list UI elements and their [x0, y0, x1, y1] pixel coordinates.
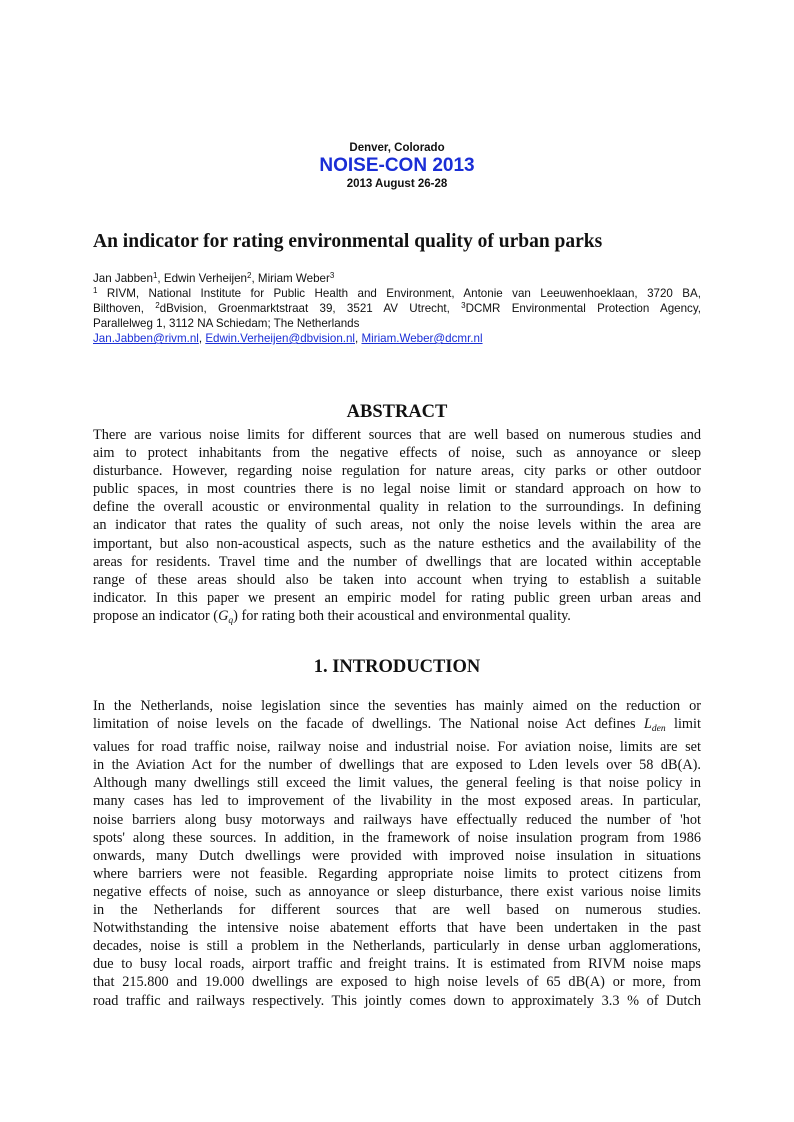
- author-block: [93, 271, 701, 346]
- author-sup: 2: [247, 271, 252, 280]
- introduction-body: [93, 697, 701, 1010]
- abstract-line: areas for residents. Travel time and the number of dwellings that are located within acceptable: [93, 553, 701, 570]
- introduction-line: Although many dwellings still exceed the limit values, the general feeling is that noise policy in: [93, 775, 701, 792]
- author-list: [93, 271, 701, 286]
- affiliation-sup: 3: [461, 301, 466, 310]
- paper-title: An indicator for rating environmental quality of urban parks: [93, 231, 603, 252]
- introduction-line: road traffic and railways respectively. This jointly comes down to approximately 3.3 % of Dutch: [93, 992, 701, 1009]
- introduction-line: negative effects of noise, such as annoyance or sleep disturbance, there exist various noise limits: [93, 883, 701, 900]
- abstract-line: define the overall acoustic or environmental quality in relation to the surroundings. In defining: [93, 499, 701, 516]
- math-subscript: q: [228, 615, 234, 626]
- abstract-text: propose an indicator (: [93, 607, 219, 624]
- email-sep: ,: [355, 332, 362, 345]
- email-link[interactable]: Miriam.Weber@dcmr.nl: [361, 332, 483, 345]
- introduction-line: [93, 715, 701, 738]
- author-sup: 3: [329, 271, 335, 280]
- affiliations: [93, 286, 701, 331]
- abstract-heading: ABSTRACT: [346, 402, 448, 422]
- abstract-line: an indicator that rates the quality of such areas, not only the noise levels within the area are: [93, 517, 701, 534]
- affiliation-line: Parallelweg 1, 3112 NA Schiedam; The Netherlands: [93, 317, 360, 330]
- abstract-body: [93, 426, 701, 630]
- abstract-text: ) for rating both their acoustical and environmental quality.: [233, 607, 571, 624]
- conference-location: Denver, Colorado: [349, 142, 445, 154]
- introduction-line: Notwithstanding the intensive noise abatement efforts that have been undertaken in the past: [93, 920, 701, 937]
- affiliation-sup: 2: [155, 301, 160, 310]
- affiliation-text: DCMR Environmental Protection Agency,: [465, 302, 701, 315]
- email-list: [93, 331, 701, 346]
- author-name: Jan Jabben: [93, 272, 153, 285]
- introduction-line: in the Netherlands for different sources that are well based on numerous studies.: [93, 902, 701, 919]
- author-name: Miriam Weber: [257, 272, 330, 285]
- introduction-line: spots' along these sources. In addition, in the framework of noise insulation program from 1986: [93, 829, 701, 846]
- introduction-line: noise barriers along busy motorways and railways have effectually reduced the number of 'hot: [93, 811, 701, 828]
- introduction-line: in the Aviation Act for the number of dwellings that are exposed to Lden levels over 58 dB(A).: [93, 757, 701, 774]
- introduction-line: decades, noise is still a problem in the Netherlands, particularly in dense urban agglomerations,: [93, 938, 701, 955]
- introduction-heading: 1. INTRODUCTION: [313, 657, 481, 677]
- author-sup: 1: [152, 271, 158, 280]
- email-link[interactable]: Jan.Jabben@rivm.nl: [93, 332, 199, 345]
- email-sep: ,: [198, 332, 206, 345]
- author-sep: ,: [251, 272, 258, 285]
- abstract-line: [93, 607, 701, 630]
- affiliation-sup: 1: [93, 286, 98, 295]
- introduction-text: limit: [665, 716, 701, 733]
- email-link[interactable]: Edwin.Verheijen@dbvision.nl: [205, 332, 356, 345]
- conference-header: [93, 141, 701, 191]
- introduction-line: many cases has led to improvement of the livability in the most exposed areas. In particular,: [93, 793, 701, 810]
- math-symbol: L: [643, 716, 652, 733]
- introduction-line: onwards, many Dutch dwellings were provided with improved noise insulation in situations: [93, 847, 701, 864]
- introduction-text: limitation of noise levels on the facade of dwellings. The National noise Act defines: [93, 716, 644, 733]
- abstract-line: range of these areas should also be taken into account when trying to establish a suitable: [93, 571, 701, 588]
- affiliation-line: [93, 286, 701, 301]
- introduction-line: that 215.800 and 19.000 dwellings are exposed to high noise levels of 65 dB(A) or more, from: [93, 974, 701, 991]
- abstract-line: important, but also non-acoustical aspects, such as the nature esthetics and the availability of the: [93, 535, 701, 552]
- abstract-line: There are various noise limits for different sources that are well based on numerous studies and: [93, 427, 701, 443]
- author-sep: ,: [157, 272, 164, 285]
- introduction-line: values for road traffic noise, railway noise and industrial noise. For aviation noise, limits are set: [93, 739, 701, 756]
- abstract-line: disturbance. However, regarding noise regulation for nature areas, city parks or other outdoor: [93, 463, 701, 480]
- math-subscript: den: [651, 724, 666, 735]
- affiliation-text: Bilthoven,: [93, 302, 156, 315]
- abstract-line: aim to protect inhabitants from the negative effects of noise, such as annoyance or sleep: [93, 445, 701, 462]
- conference-name: NOISE-CON 2013: [319, 155, 475, 176]
- conference-dates: 2013 August 26-28: [346, 178, 448, 190]
- introduction-line: In the Netherlands, noise legislation since the seventies has mainly aimed on the reduction or: [93, 698, 701, 714]
- affiliation-text: RIVM, National Institute for Public Health and Environment, Antonie van Leeuwenhoeklaan, 3720 BA,: [97, 287, 701, 300]
- author-name: Edwin Verheijen: [163, 272, 248, 285]
- introduction-line: due to busy local roads, airport traffic and freight trains. It is estimated from RIVM noise maps: [93, 956, 701, 973]
- affiliation-text: dBvision, Groenmarktstraat 39, 3521 AV Utrecht,: [159, 302, 462, 315]
- affiliation-line: [93, 301, 701, 316]
- abstract-line: indicator. In this paper we present an empiric model for rating public green urban areas and: [93, 589, 701, 606]
- abstract-line: public spaces, in most countries there is no legal noise limit or standard approach on how to: [93, 481, 701, 498]
- math-symbol: G: [218, 607, 229, 624]
- introduction-line: where barriers were not feasible. Regarding appropriate noise limits to protect citizens from: [93, 865, 701, 882]
